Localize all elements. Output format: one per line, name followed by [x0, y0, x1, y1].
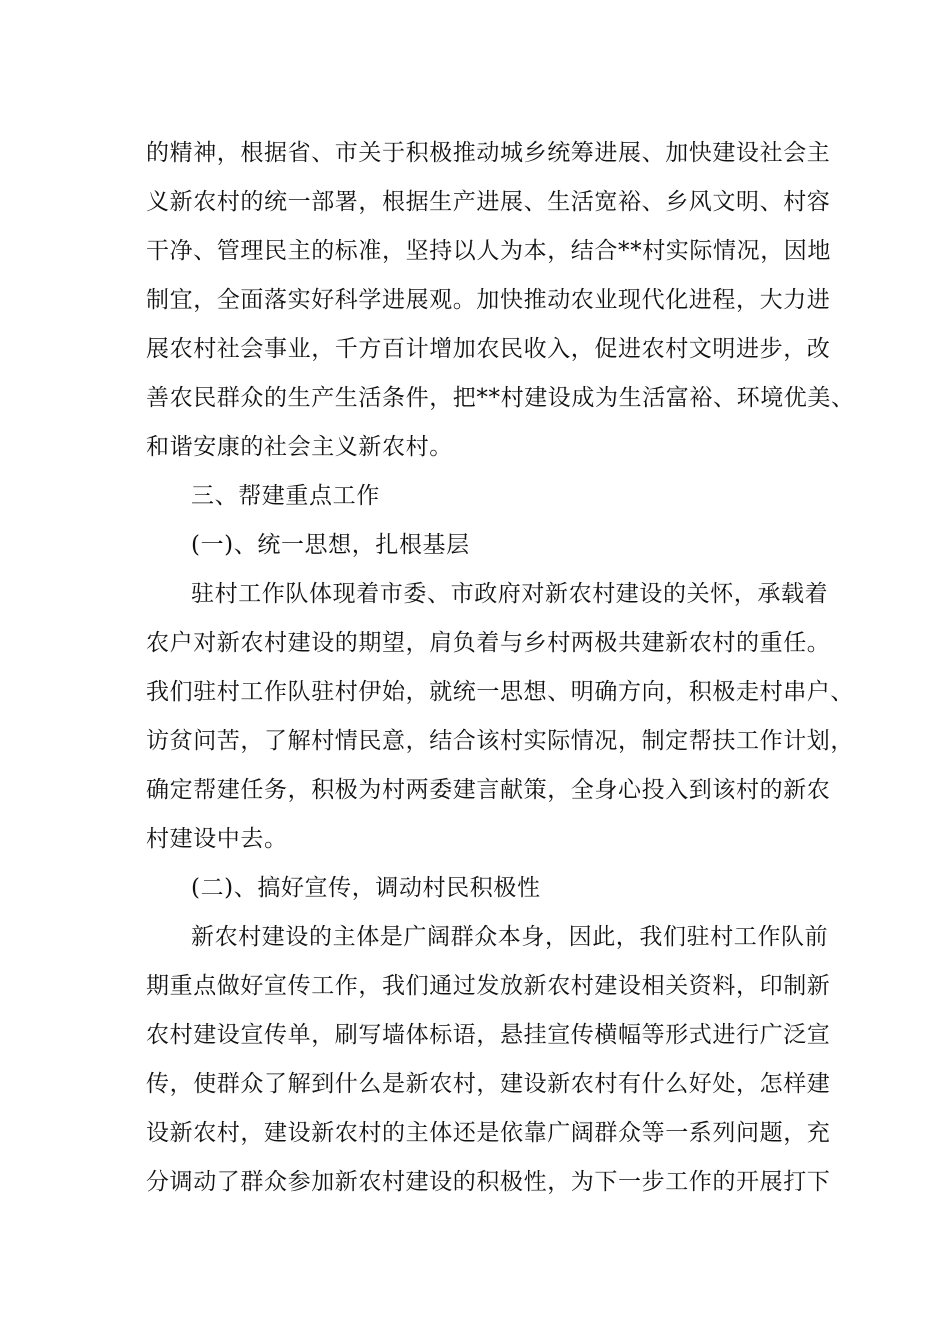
paragraph-line: 我们驻村工作队驻村伊始，就统一思想、明确方向，积极走村串户、: [146, 679, 854, 705]
paragraph-line: 设新农村，建设新农村的主体还是依靠广阔群众等一系列问题，充: [146, 1120, 831, 1146]
paragraph-line: 期重点做好宣传工作，我们通过发放新农村建设相关资料，印制新: [146, 973, 831, 999]
paragraph-line: 驻村工作队体现着市委、市政府对新农村建设的关怀，承载着: [191, 581, 829, 607]
paragraph-line: 善农民群众的生产生活条件，把**村建设成为生活富裕、环境优美、: [146, 385, 855, 411]
subsection-heading: (二)、搞好宣传，调动村民积极性: [191, 875, 541, 901]
section-heading: 三、帮建重点工作: [191, 483, 380, 509]
paragraph-line: 义新农村的统一部署，根据生产进展、生活宽裕、乡风文明、村容: [146, 189, 831, 215]
paragraph-line: 村建设中去。: [146, 826, 288, 852]
paragraph-line: 和谐安康的社会主义新农村。: [146, 434, 453, 460]
paragraph-line: 农户对新农村建设的期望，肩负着与乡村两极共建新农村的重任。: [146, 630, 831, 656]
paragraph-line: 确定帮建任务，积极为村两委建言献策，全身心投入到该村的新农: [146, 777, 831, 803]
paragraph-line: 的精神，根据省、市关于积极推动城乡统筹进展、加快建设社会主: [146, 140, 831, 166]
paragraph-line: 干净、管理民主的标准，坚持以人为本，结合**村实际情况，因地: [146, 238, 831, 264]
subsection-heading: (一)、统一思想，扎根基层: [191, 532, 470, 558]
paragraph-line: 展农村社会事业，千方百计增加农民收入，促进农村文明进步，改: [146, 336, 831, 362]
paragraph-line: 访贫问苦，了解村情民意，结合该村实际情况，制定帮扶工作计划，: [146, 728, 854, 754]
paragraph-line: 分调动了群众参加新农村建设的积极性，为下一步工作的开展打下: [146, 1169, 831, 1195]
paragraph-line: 制宜，全面落实好科学进展观。加快推动农业现代化进程，大力进: [146, 287, 831, 313]
paragraph-line: 新农村建设的主体是广阔群众本身，因此，我们驻村工作队前: [191, 924, 829, 950]
paragraph-line: 传，使群众了解到什么是新农村，建设新农村有什么好处，怎样建: [146, 1071, 831, 1097]
paragraph-line: 农村建设宣传单，刷写墙体标语，悬挂宣传横幅等形式进行广泛宣: [146, 1022, 831, 1048]
